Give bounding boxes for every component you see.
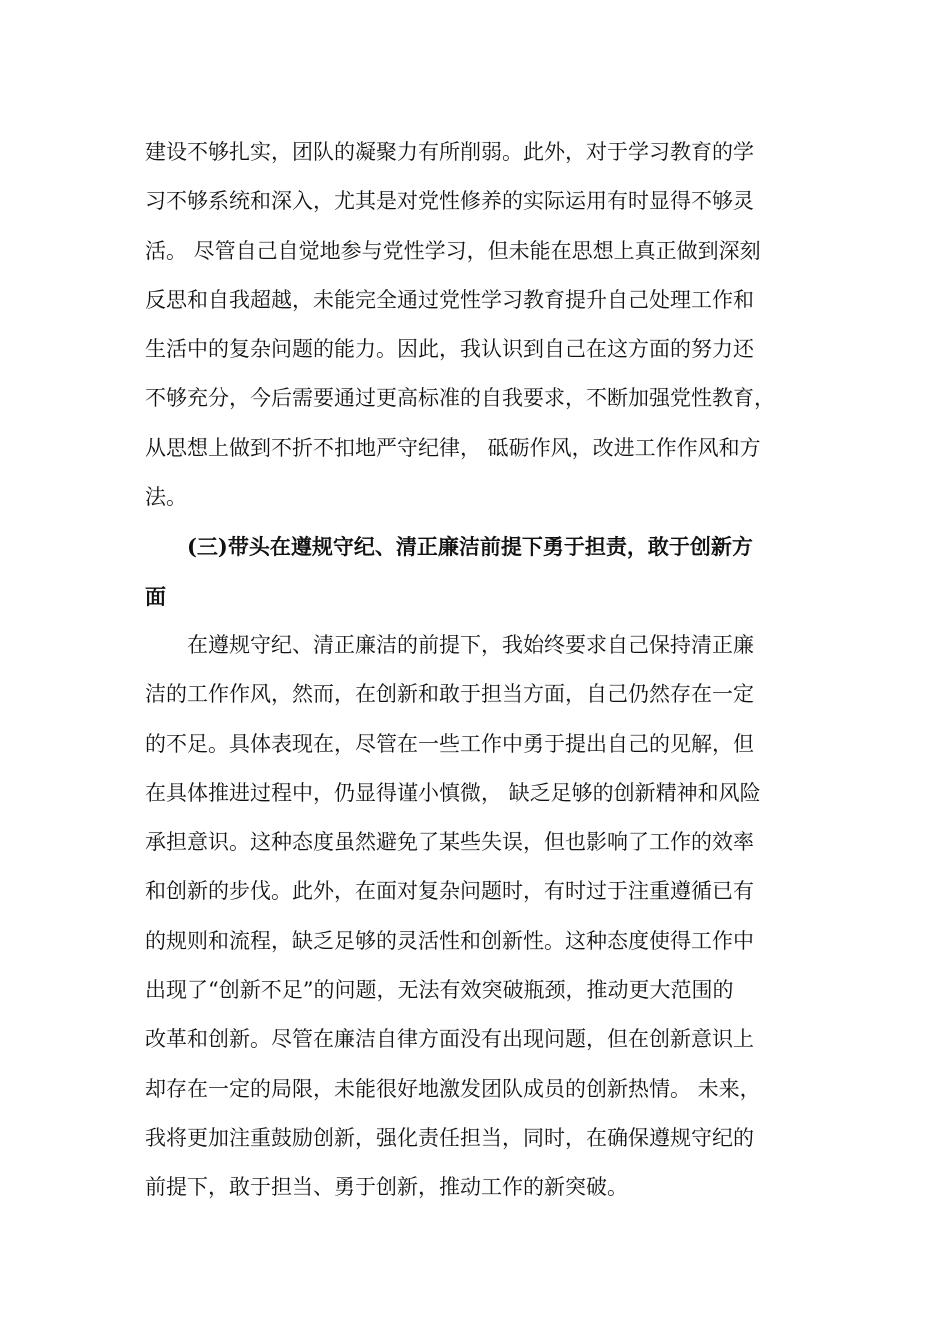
text-line: 活。 尽管自己自觉地参与党性学习，但未能在思想上真正做到深刻 — [145, 238, 761, 263]
section-heading — [145, 522, 825, 621]
text-line: 改革和创新。尽管在廉洁自律方面没有出现问题，但在创新意识上 — [145, 1027, 754, 1052]
paragraph-continuation — [145, 128, 825, 522]
text-line: 不够充分，今后需要通过更高标准的自我要求，不断加强党性教育， — [145, 386, 775, 411]
text-line: 法。 — [145, 485, 187, 510]
paragraph-section-3 — [145, 621, 825, 1213]
text-line: 生活中的复杂问题的能力。因此，我认识到自己在这方面的努力还 — [145, 337, 754, 362]
text-line: 承担意识。这种态度虽然避免了某些失误，但也影响了工作的效率 — [145, 830, 754, 855]
text-line: 前提下，敢于担当、勇于创新，推动工作的新突破。 — [145, 1175, 628, 1200]
document-body — [145, 128, 825, 1213]
heading-line: 面 — [145, 583, 166, 609]
text-line: 在遵规守纪、清正廉洁的前提下，我始终要求自己保持清正廉 — [187, 632, 754, 657]
text-line: 的不足。具体表现在，尽管在一些工作中勇于提出自己的见解，但 — [145, 731, 754, 756]
text-line: 在具体推进过程中，仍显得谨小慎微， 缺乏足够的创新精神和风险 — [145, 780, 761, 805]
text-line: 洁的工作作风，然而，在创新和敢于担当方面，自己仍然存在一定 — [145, 682, 754, 707]
text-line: 从思想上做到不折不扣地严守纪律， 砥砺作风，改进工作作风和方 — [145, 435, 761, 460]
heading-line: (三)带头在遵规守纪、清正廉洁前提下勇于担责，敢于创新方 — [187, 534, 753, 560]
text-line: 的规则和流程，缺乏足够的灵活性和创新性。这种态度使得工作中 — [145, 928, 754, 953]
text-line: 我将更加注重鼓励创新，强化责任担当，同时，在确保遵规守纪的 — [145, 1125, 754, 1150]
text-line: 和创新的步伐。此外，在面对复杂问题时，有时过于注重遵循已有 — [145, 879, 754, 904]
text-line: 反思和自我超越，未能完全通过党性学习教育提升自己处理工作和 — [145, 287, 754, 312]
text-line: 习不够系统和深入，尤其是对党性修养的实际运用有时显得不够灵 — [145, 189, 754, 214]
text-line: 建设不够扎实，团队的凝聚力有所削弱。此外，对于学习教育的学 — [145, 140, 754, 164]
text-line: 出现了“创新不足”的问题，无法有效突破瓶颈，推动更大范围的 — [145, 978, 734, 1003]
text-line: 却存在一定的局限，未能很好地激发团队成员的创新热情。 未来， — [145, 1076, 761, 1101]
